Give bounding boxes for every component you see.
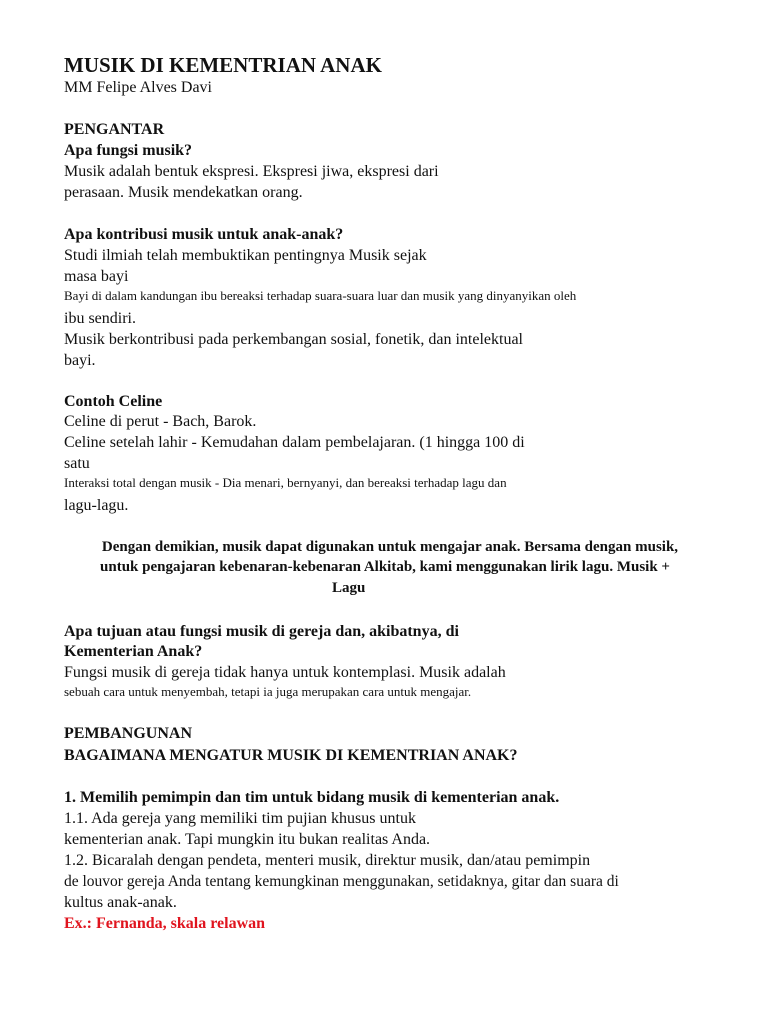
celine-line: Celine di perut - Bach, Barok. (64, 413, 257, 430)
conclusion-line: Lagu (332, 580, 366, 596)
conclusion-line: Dengan demikian, musik dapat digunakan untuk mengajar anak. Bersama dengan musik, (101, 539, 679, 555)
author-line: MM Felipe Alves Davi (64, 79, 212, 96)
celine-heading: Contoh Celine (64, 393, 163, 410)
celine-line: Interaksi total dengan musik - Dia menari, bernyanyi, dan bereaksi terhadap lagu dan (64, 475, 507, 490)
question-function: Apa fungsi musik? (64, 142, 193, 159)
document-title: MUSIK DI KEMENTRIAN ANAK (64, 53, 382, 77)
answer-contribution-line: ibu sendiri. (64, 310, 136, 327)
conclusion-line: untuk pengajaran kebenaran-kebenaran Alkitab, kami menggunakan lirik lagu. Musik + (100, 559, 670, 575)
purpose-question-line: Apa tujuan atau fungsi musik di gereja dan, akibatnya, di (64, 623, 459, 640)
answer-contribution-line: Musik berkontribusi pada perkembangan sosial, fonetik, dan intelektual (64, 331, 523, 348)
answer-contribution-line: Bayi di dalam kandungan ibu bereaksi terhadap suara-suara luar dan musik yang dinyanyikan oleh (64, 288, 577, 303)
point-1-line: 1.1. Ada gereja yang memiliki tim pujian khusus untuk (64, 810, 416, 827)
answer-contribution-line: masa bayi (64, 268, 129, 285)
example-note: Ex.: Fernanda, skala relawan (64, 915, 266, 932)
point-1-heading: 1. Memilih pemimpin dan tim untuk bidang musik di kementerian anak. (64, 789, 560, 806)
question-contribution: Apa kontribusi musik untuk anak-anak? (64, 226, 344, 243)
answer-contribution-line: Studi ilmiah telah membuktikan pentingnya Musik sejak (64, 247, 427, 264)
purpose-question-line: Kementerian Anak? (64, 643, 203, 660)
development-subheading: BAGAIMANA MENGATUR MUSIK DI KEMENTRIAN ANAK? (64, 747, 518, 764)
answer-function-line: perasaan. Musik mendekatkan orang. (64, 184, 303, 201)
purpose-answer-line: Fungsi musik di gereja tidak hanya untuk kontemplasi. Musik adalah (64, 664, 506, 681)
intro-heading: PENGANTAR (64, 121, 165, 138)
development-heading: PEMBANGUNAN (64, 725, 192, 742)
answer-function-line: Musik adalah bentuk ekspresi. Ekspresi jiwa, ekspresi dari (64, 163, 439, 180)
celine-line: Celine setelah lahir - Kemudahan dalam pembelajaran. (1 hingga 100 di (64, 434, 525, 451)
purpose-answer-line: sebuah cara untuk menyembah, tetapi ia juga merupakan cara untuk mengajar. (64, 684, 472, 699)
point-1-line: de louvor gereja Anda tentang kemungkinan menggunakan, setidaknya, gitar dan suara di (64, 873, 619, 890)
celine-line: satu (64, 455, 90, 472)
point-1-line: 1.2. Bicaralah dengan pendeta, menteri musik, direktur musik, dan/atau pemimpin (64, 852, 591, 869)
celine-line: lagu-lagu. (64, 497, 129, 514)
point-1-line: kultus anak-anak. (64, 894, 177, 911)
point-1-line: kementerian anak. Tapi mungkin itu bukan realitas Anda. (64, 831, 431, 848)
answer-contribution-line: bayi. (64, 352, 96, 369)
